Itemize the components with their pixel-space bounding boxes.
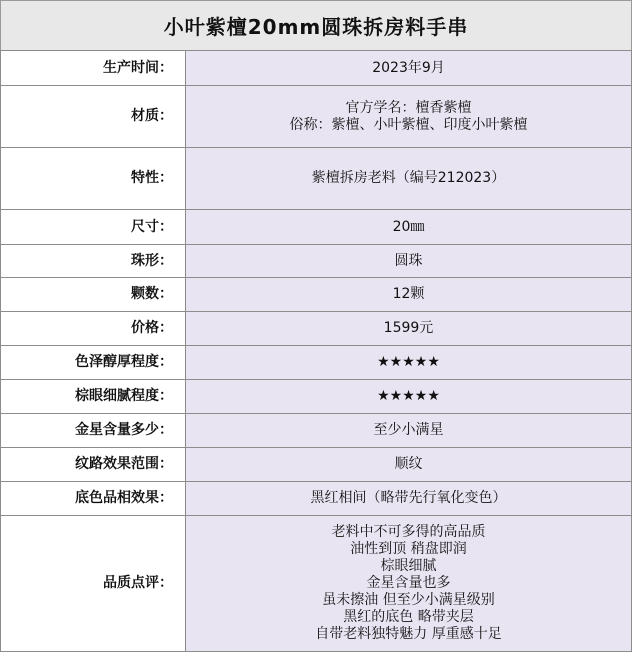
value-material bbox=[186, 86, 632, 148]
label-material: 材质： bbox=[1, 86, 186, 148]
table-row bbox=[1, 448, 632, 482]
page-title: 小叶紫檀20mm圆珠拆房料手串 bbox=[0, 0, 632, 51]
material-common-names: 俗称：紫檀、小叶紫檀、印度小叶紫檀 bbox=[289, 116, 528, 133]
review-line: 金星含量也多 bbox=[366, 575, 451, 591]
label-price: 价格： bbox=[1, 312, 186, 346]
review-line: 自带老料独特魅力 厚重感十足 bbox=[315, 626, 502, 642]
value-production-time: 2023年9月 bbox=[186, 51, 632, 86]
table-row bbox=[1, 245, 632, 278]
label-production-time: 生产时间： bbox=[1, 51, 186, 86]
label-quality-review: 品质点评： bbox=[1, 516, 186, 652]
label-base-color: 底色品相效果： bbox=[1, 482, 186, 516]
label-gold-star: 金星含量多少： bbox=[1, 414, 186, 448]
value-feature: 紫檀拆房老料（编号212023） bbox=[186, 148, 632, 210]
spec-table bbox=[0, 50, 632, 652]
table-row bbox=[1, 414, 632, 448]
review-line: 老料中不可多得的高品质 bbox=[331, 524, 486, 540]
label-size: 尺寸： bbox=[1, 210, 186, 245]
label-bead-shape: 珠形： bbox=[1, 245, 186, 278]
value-size: 20㎜ bbox=[186, 210, 632, 245]
rating-stars-palm-eye: ★★★★★ bbox=[186, 380, 632, 414]
table-row bbox=[1, 278, 632, 312]
table-row bbox=[1, 516, 632, 652]
value-base-color: 黑红相间（略带先行氧化变色） bbox=[186, 482, 632, 516]
table-row bbox=[1, 482, 632, 516]
value-gold-star: 至少小满星 bbox=[186, 414, 632, 448]
label-palm-eye: 棕眼细腻程度： bbox=[1, 380, 186, 414]
label-feature: 特性： bbox=[1, 148, 186, 210]
table-row bbox=[1, 210, 632, 245]
review-line: 棕眼细腻 bbox=[380, 558, 437, 574]
value-price: 1599元 bbox=[186, 312, 632, 346]
table-row bbox=[1, 346, 632, 380]
value-count: 12颗 bbox=[186, 278, 632, 312]
table-row bbox=[1, 380, 632, 414]
table-row bbox=[1, 148, 632, 210]
rating-stars-color-mellowness: ★★★★★ bbox=[186, 346, 632, 380]
table-row bbox=[1, 312, 632, 346]
review-line: 虽未擦油 但至少小满星级别 bbox=[322, 592, 495, 608]
value-quality-review bbox=[186, 516, 632, 652]
material-scientific-name: 官方学名：檀香紫檀 bbox=[345, 99, 472, 116]
value-bead-shape: 圆珠 bbox=[186, 245, 632, 278]
label-grain-effect: 纹路效果范围： bbox=[1, 448, 186, 482]
label-count: 颗数： bbox=[1, 278, 186, 312]
review-line: 油性到顶 稍盘即润 bbox=[350, 541, 467, 557]
value-grain-effect: 顺纹 bbox=[186, 448, 632, 482]
table-row bbox=[1, 51, 632, 86]
label-color-mellowness: 色泽醇厚程度： bbox=[1, 346, 186, 380]
review-line: 黑红的底色 略带夹层 bbox=[343, 609, 474, 625]
table-row bbox=[1, 86, 632, 148]
